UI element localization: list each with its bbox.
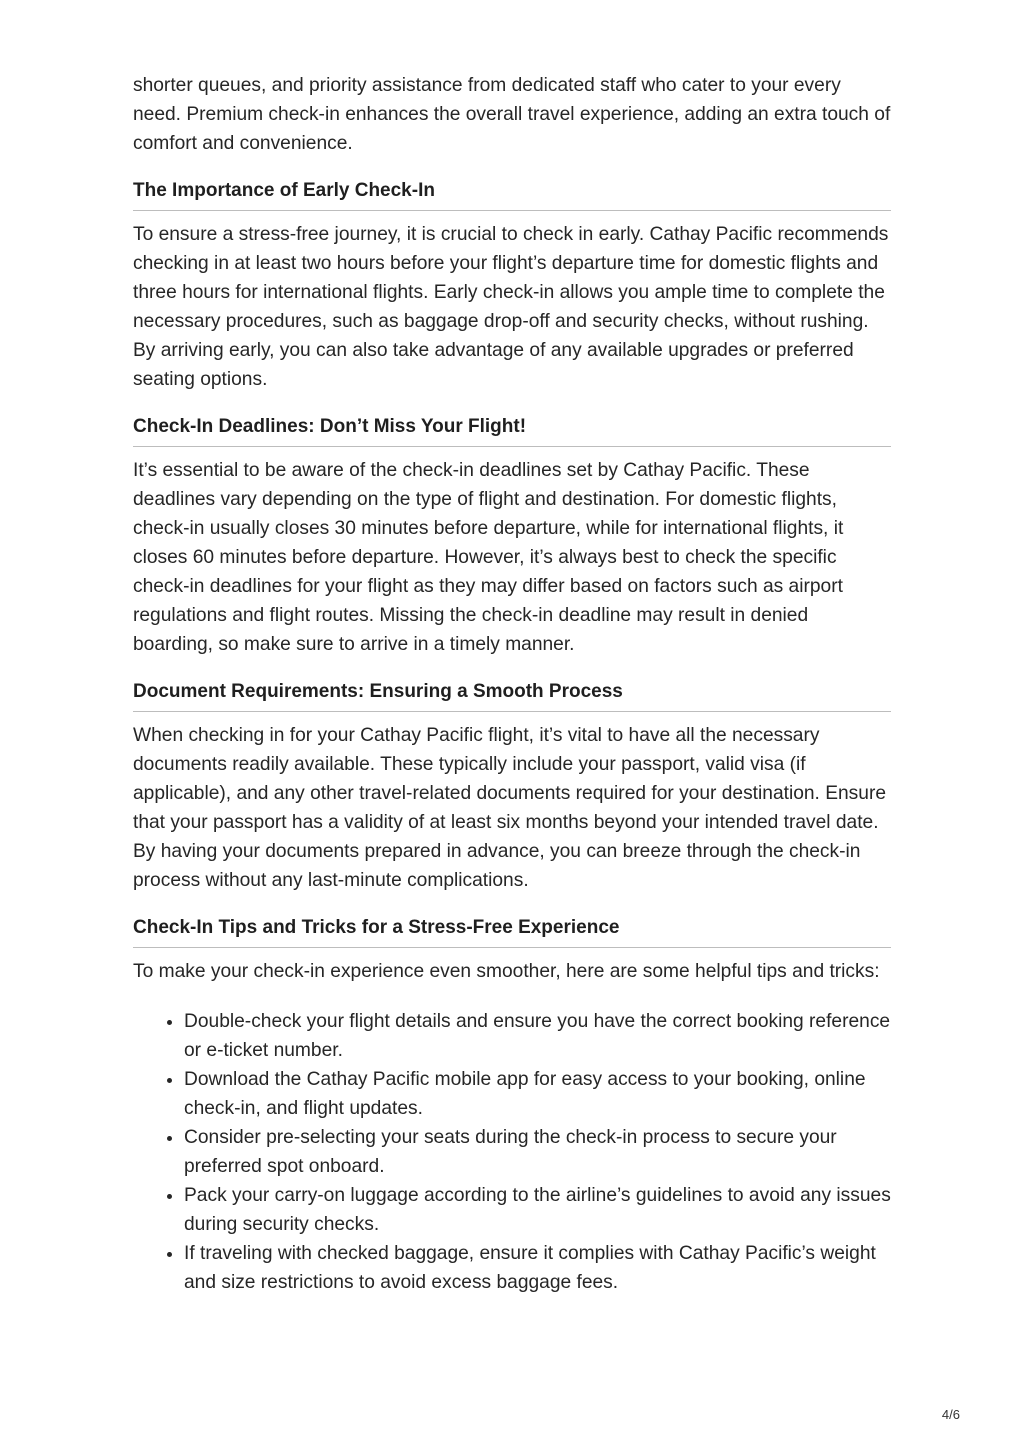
intro-paragraph: shorter queues, and priority assistance from dedicated staff who cater to your every need. Premium check-in enhances the overall travel experience, adding an extra touch of comfort and convenience. <box>133 75 891 154</box>
section-heading: The Importance of Early Check-In <box>133 179 891 211</box>
list-item: • Download the Cathay Pacific mobile app for easy access to your booking, online check-in, and flight updates. <box>184 1065 891 1123</box>
section-early-check-in <box>133 179 891 394</box>
section-check-in-deadlines <box>133 415 891 659</box>
list-item: • Consider pre-selecting your seats during the check-in process to secure your preferred spot onboard. <box>184 1123 891 1181</box>
section-heading: Document Requirements: Ensuring a Smooth Process <box>133 680 891 712</box>
page-number: 4/6 <box>941 1407 960 1422</box>
section-check-in-tips <box>133 916 891 1297</box>
section-paragraph: To ensure a stress-free journey, it is crucial to check in early. Cathay Pacific recommends checking in at least two hours before your flight’s departure time for domestic flights and three hours for international flights. Early check-in allows you ample time to complete the necessary procedures, such as baggage drop-off and security checks, without rushing. By arriving early, you can also take advantage of any available upgrades or preferred seating options. <box>133 224 889 390</box>
section-paragraph: To make your check-in experience even smoother, here are some helpful tips and tricks: <box>133 961 880 982</box>
tips-list <box>133 1007 891 1297</box>
document-body <box>133 71 891 1297</box>
list-item: • Pack your carry-on luggage according to the airline’s guidelines to avoid any issues during security checks. <box>184 1181 891 1239</box>
section-paragraph: When checking in for your Cathay Pacific flight, it’s vital to have all the necessary documents readily available. These typically include your passport, valid visa (if applicable), and any other travel-related documents required for your destination. Ensure that your passport has a validity of at least six months beyond your intended travel date. By having your documents prepared in advance, you can breeze through the check-in process without any last-minute complications. <box>133 725 887 891</box>
section-paragraph: It’s essential to be aware of the check-in deadlines set by Cathay Pacific. These deadlines vary depending on the type of flight and destination. For domestic flights, check-in usually closes 30 minutes before departure, while for international flights, it closes 60 minutes before departure. However, it’s always best to check the specific check-in deadlines for your flight as they may differ based on factors such as airport regulations and flight routes. Missing the check-in deadline may result in denied boarding, so make sure to arrive in a timely manner. <box>133 460 844 655</box>
list-item: • If traveling with checked baggage, ensure it complies with Cathay Pacific’s weight and size restrictions to avoid excess baggage fees. <box>184 1239 891 1297</box>
section-heading: Check-In Tips and Tricks for a Stress-Free Experience <box>133 916 891 948</box>
list-item: • Double-check your flight details and ensure you have the correct booking reference or e-ticket number. <box>184 1007 891 1065</box>
section-document-requirements <box>133 680 891 895</box>
section-heading: Check-In Deadlines: Don’t Miss Your Flight! <box>133 415 891 447</box>
